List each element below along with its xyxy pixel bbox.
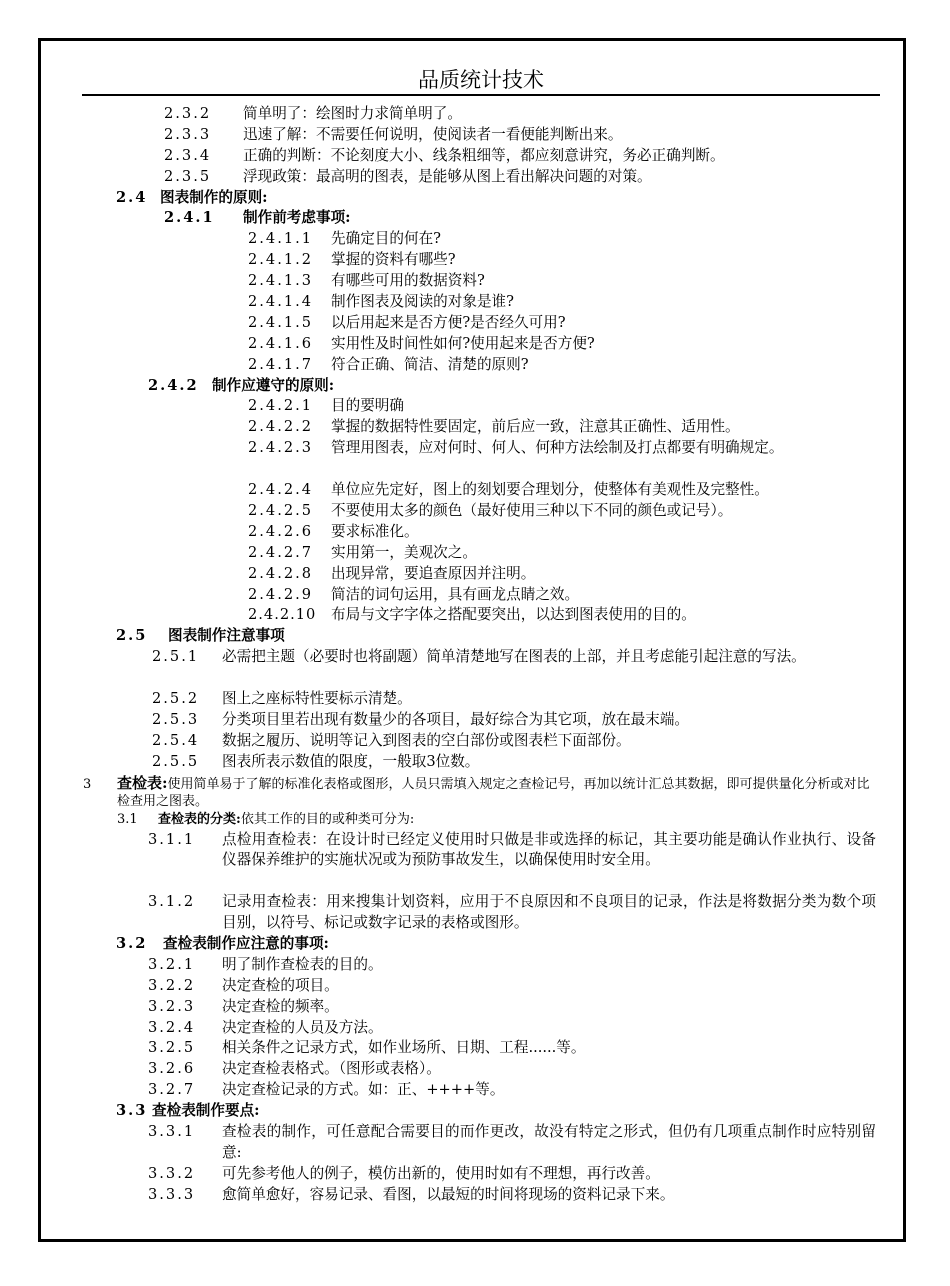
list-item (0, 146, 950, 167)
list-item (0, 647, 950, 689)
section-text: 使用简单易于了解的标准化表格或图形，人员只需填入规定之查检记号，再加以统计汇总其数据，即可提供量化分析或对比检查用之图表。 (117, 776, 870, 809)
item-text: 正确的判断：不论刻度大小、线条粗细等，都应刻意讲究，务必正确判断。 (243, 146, 725, 164)
item-text: 决定查检的项目。 (222, 976, 339, 994)
section-number: 2.4.1 (164, 209, 215, 227)
item-number: 3.2.6 (148, 1060, 196, 1078)
list-item (0, 997, 950, 1018)
item-number: 2.4.1.1 (248, 230, 314, 248)
section-number: 3.2 (116, 935, 148, 953)
section-title: 制作应遵守的原则: (212, 376, 335, 394)
list-item (0, 1122, 950, 1164)
item-text: 掌握的资料有哪些? (331, 251, 456, 269)
list-item (0, 396, 950, 417)
subsection-heading (0, 208, 950, 229)
list-item (0, 355, 950, 376)
item-text: 必需把主题（必要时也将副题）简单清楚地写在图表的上部，并且考虑能引起注意的写法。 (222, 648, 806, 666)
item-number: 3.3.2 (148, 1164, 196, 1182)
item-number: 2.4.2.3 (248, 439, 314, 457)
item-number: 2.5.4 (152, 731, 200, 749)
item-text: 单位应先定好，图上的刻划要合理划分，使整体有美观性及完整性。 (331, 481, 769, 499)
item-number: 2.4.1.2 (248, 251, 314, 269)
item-text: 出现异常，要追查原因并注明。 (331, 564, 536, 582)
item-text: 简单明了：绘图时力求简单明了。 (243, 105, 462, 122)
item-text: 决定查检表格式。（图形或表格）。 (222, 1060, 441, 1078)
list-item (0, 752, 950, 773)
item-number: 2.5.2 (152, 689, 200, 707)
list-item (0, 605, 950, 626)
item-text: 浮现政策：最高明的图表，是能够从图上看出解决问题的对策。 (243, 167, 652, 185)
list-item (0, 585, 950, 606)
item-number: 2.4.2.9 (248, 585, 314, 603)
section-3-paragraph (83, 773, 879, 810)
item-number: 2.4.1.5 (248, 313, 314, 331)
subsection-heading (0, 810, 950, 830)
item-number: 3.2.1 (148, 955, 196, 973)
list-item (0, 313, 950, 334)
item-number: 2.3.4 (164, 146, 212, 164)
section-number: 3.1 (117, 811, 138, 827)
item-text: 符合正确、简洁、清楚的原则? (331, 355, 529, 373)
item-number: 3.2.2 (148, 976, 196, 994)
subsection-heading (0, 376, 950, 397)
item-text: 点检用查检表：在设计时已经定义使用时只做是非或选择的标记，其主要功能是确认作业执行、设备仪器保养维护的实施状况或为预防事故发生，以确保使用时安全用。 (222, 830, 876, 869)
list-item (0, 1038, 950, 1059)
item-text: 记录用查检表：用来搜集计划资料，应用于不良原因和不良项目的记录，作法是将数据分类为数个项目别，以符号、标记或数字记录的表格或图形。 (222, 893, 876, 932)
list-item (0, 229, 950, 250)
item-number: 2.5.3 (152, 710, 200, 728)
list-item (0, 104, 950, 125)
list-item (0, 1059, 950, 1080)
section-heading (0, 188, 950, 209)
section-heading (0, 626, 950, 647)
list-item (0, 689, 950, 710)
item-number: 3.2.3 (148, 997, 196, 1015)
section-heading (0, 934, 950, 955)
section-title: 查检表: (117, 773, 168, 792)
item-text: 管理用图表，应对何时、何人、何种方法绘制及打点都要有明确规定。 (331, 439, 784, 457)
item-number: 2.4.2.10 (248, 606, 317, 624)
list-item (0, 167, 950, 188)
item-number: 2.4.2.7 (248, 543, 314, 561)
list-item (0, 731, 950, 752)
section-number: 3 (83, 776, 92, 792)
item-text: 相关条件之记录方式，如作业场所、日期、工程......等。 (222, 1039, 586, 1057)
item-number: 2.4.1.4 (248, 293, 314, 311)
item-number: 2.3.3 (164, 125, 212, 143)
list-item (0, 892, 950, 934)
section-number: 2.4.2 (148, 376, 199, 394)
item-text: 简洁的词句运用，具有画龙点睛之效。 (331, 585, 580, 603)
item-text: 实用第一，美观次之。 (331, 543, 477, 561)
item-number: 3.1.2 (148, 893, 196, 911)
section-title: 图表制作注意事项 (168, 627, 285, 645)
item-number: 2.3.2 (164, 105, 212, 122)
item-number: 2.4.1.3 (248, 272, 314, 290)
list-item (0, 438, 950, 480)
section-title: 查检表的分类: (158, 811, 241, 827)
item-text: 实用性及时间性如何?使用起来是否方便? (331, 334, 595, 352)
list-item (0, 955, 950, 976)
item-text: 以后用起来是否方便?是否经久可用? (331, 313, 566, 331)
item-number: 2.4.2.8 (248, 564, 314, 582)
list-item (0, 543, 950, 564)
item-text: 愈简单愈好，容易记录、看图，以最短的时间将现场的资料记录下来。 (222, 1185, 675, 1203)
section-number: 2.4 (116, 188, 148, 206)
list-item (0, 522, 950, 543)
item-number: 2.4.2.6 (248, 522, 314, 540)
item-text: 有哪些可用的数据资料? (331, 272, 485, 290)
list-item (0, 125, 950, 146)
item-text: 可先参考他人的例子，模仿出新的，使用时如有不理想，再行改善。 (222, 1164, 660, 1182)
list-item (0, 334, 950, 355)
list-item (0, 1185, 950, 1206)
item-number: 3.2.4 (148, 1018, 196, 1036)
item-text: 迅速了解：不需要任何说明，使阅读者一看便能判断出来。 (243, 125, 623, 143)
item-text: 目的要明确 (331, 397, 404, 415)
item-number: 3.3.3 (148, 1185, 196, 1203)
section-title: 制作前考虑事项: (243, 209, 351, 227)
list-item (0, 710, 950, 731)
list-item (0, 976, 950, 997)
item-text: 查检表的制作，可任意配合需要目的而作更改，故没有特定之形式，但仍有几项重点制作时应特别留意: (222, 1123, 876, 1161)
item-number: 2.5.5 (152, 752, 200, 770)
item-number: 2.4.2.2 (248, 418, 314, 436)
item-number: 2.4.2.4 (248, 481, 314, 499)
item-text: 要求标准化。 (331, 522, 419, 540)
item-number: 2.4.2.1 (248, 397, 314, 415)
item-text: 布局与文字字体之搭配要突出，以达到图表使用的目的。 (331, 606, 696, 624)
list-item (0, 250, 950, 271)
item-text: 决定查检的频率。 (222, 997, 339, 1015)
item-text: 不要使用太多的颜色（最好使用三种以下不同的颜色或记号）。 (331, 501, 733, 519)
list-item (0, 271, 950, 292)
item-text: 先确定目的何在? (331, 230, 441, 248)
section-title: 图表制作的原则: (160, 188, 268, 206)
item-number: 2.4.1.6 (248, 334, 314, 352)
item-number: 3.2.7 (148, 1081, 196, 1099)
item-text: 明了制作查检表的目的。 (222, 955, 383, 973)
item-text: 掌握的数据特性要固定，前后应一致，注意其正确性、适用性。 (331, 418, 740, 436)
item-number: 3.1.1 (148, 830, 196, 848)
list-item (0, 501, 950, 522)
item-text: 决定查检记录的方式。如：正、++++等。 (222, 1081, 505, 1099)
list-item (0, 1164, 950, 1185)
section-heading (0, 1101, 950, 1122)
list-item (0, 1018, 950, 1039)
item-text: 图上之座标特性要标示清楚。 (222, 689, 412, 707)
list-item (0, 292, 950, 313)
item-number: 2.3.5 (164, 167, 212, 185)
item-number: 3.2.5 (148, 1039, 196, 1057)
section-number: 3.3 (116, 1102, 148, 1120)
item-text: 制作图表及阅读的对象是谁? (331, 293, 514, 311)
list-item (0, 480, 950, 501)
item-text: 数据之履历、说明等记入到图表的空白部份或图表栏下面部份。 (222, 731, 631, 749)
section-text: 依其工作的目的或种类可分为: (240, 811, 415, 827)
section-title: 查检表制作要点: (152, 1102, 260, 1120)
section-title: 查检表制作应注意的事项: (163, 935, 329, 953)
item-number: 2.4.1.7 (248, 355, 314, 373)
list-item (0, 417, 950, 438)
item-text: 图表所表示数值的限度，一般取3位数。 (222, 752, 480, 770)
section-number: 2.5 (116, 627, 148, 645)
list-item (0, 830, 950, 893)
item-number: 2.4.2.5 (248, 501, 314, 519)
list-item (0, 1080, 950, 1101)
item-number: 3.3.1 (148, 1123, 196, 1141)
item-text: 决定查检的人员及方法。 (222, 1018, 383, 1036)
page-title: 品质统计技术 (82, 66, 880, 96)
document-body (0, 104, 950, 1206)
subsection-line (158, 810, 414, 830)
item-number: 2.5.1 (152, 648, 200, 666)
list-item (0, 564, 950, 585)
item-text: 分类项目里若出现有数量少的各项目，最好综合为其它项，放在最末端。 (222, 710, 690, 728)
